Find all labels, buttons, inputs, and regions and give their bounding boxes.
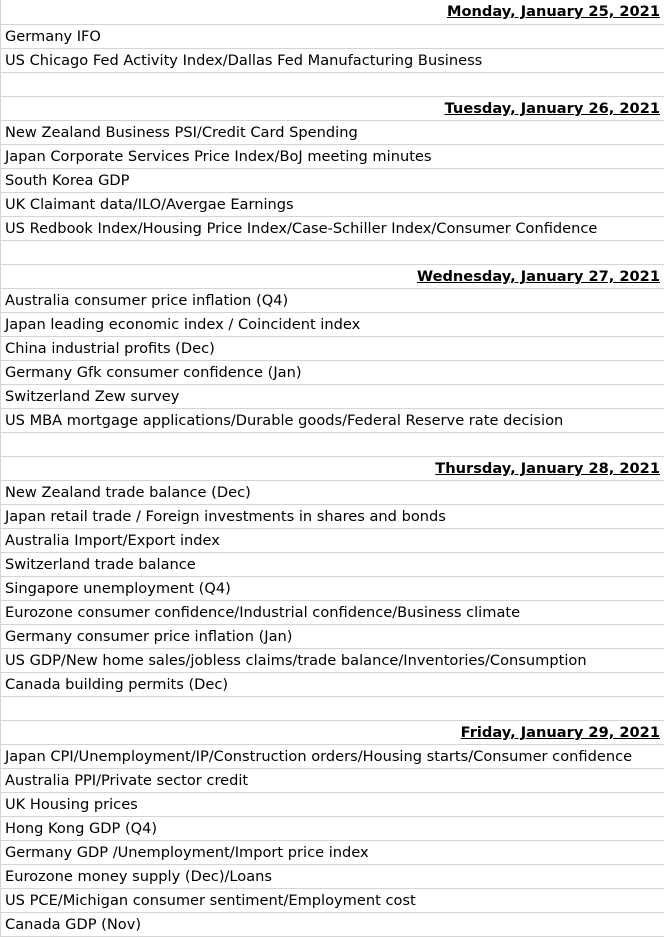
event-row[interactable]: Eurozone consumer confidence/Industrial confidence/Business climate bbox=[1, 601, 664, 625]
event-row[interactable]: South Korea GDP bbox=[1, 169, 664, 193]
blank-row[interactable] bbox=[1, 241, 664, 265]
blank-row[interactable] bbox=[1, 433, 664, 457]
event-row[interactable]: Switzerland trade balance bbox=[1, 553, 664, 577]
event-row[interactable]: Germany GDP /Unemployment/Import price index bbox=[1, 841, 664, 865]
event-row[interactable]: US MBA mortgage applications/Durable goods/Federal Reserve rate decision bbox=[1, 409, 664, 433]
event-row[interactable]: Japan CPI/Unemployment/IP/Construction orders/Housing starts/Consumer confidence bbox=[1, 745, 664, 769]
day-header-thursday[interactable]: Thursday, January 28, 2021 bbox=[1, 457, 664, 481]
event-row[interactable]: Singapore unemployment (Q4) bbox=[1, 577, 664, 601]
event-row[interactable]: US Chicago Fed Activity Index/Dallas Fed Manufacturing Business bbox=[1, 49, 664, 73]
event-row[interactable]: Australia Import/Export index bbox=[1, 529, 664, 553]
event-row[interactable]: US GDP/New home sales/jobless claims/trade balance/Inventories/Consumption bbox=[1, 649, 664, 673]
event-row[interactable]: Australia PPI/Private sector credit bbox=[1, 769, 664, 793]
day-header-tuesday[interactable]: Tuesday, January 26, 2021 bbox=[1, 97, 664, 121]
event-row[interactable]: Canada GDP (Nov) bbox=[1, 913, 664, 937]
blank-row[interactable] bbox=[1, 73, 664, 97]
event-row[interactable]: US Redbook Index/Housing Price Index/Case-Schiller Index/Consumer Confidence bbox=[1, 217, 664, 241]
event-row[interactable]: Germany Gfk consumer confidence (Jan) bbox=[1, 361, 664, 385]
event-row[interactable]: UK Claimant data/ILO/Avergae Earnings bbox=[1, 193, 664, 217]
event-row[interactable]: Australia consumer price inflation (Q4) bbox=[1, 289, 664, 313]
day-header-wednesday[interactable]: Wednesday, January 27, 2021 bbox=[1, 265, 664, 289]
day-header-friday[interactable]: Friday, January 29, 2021 bbox=[1, 721, 664, 745]
event-row[interactable]: China industrial profits (Dec) bbox=[1, 337, 664, 361]
event-row[interactable]: Switzerland Zew survey bbox=[1, 385, 664, 409]
event-row[interactable]: Germany IFO bbox=[1, 25, 664, 49]
day-header-monday[interactable]: Monday, January 25, 2021 bbox=[1, 0, 664, 25]
blank-row[interactable] bbox=[1, 697, 664, 721]
event-row[interactable]: Japan leading economic index / Coincident index bbox=[1, 313, 664, 337]
event-row[interactable]: Germany consumer price inflation (Jan) bbox=[1, 625, 664, 649]
event-row[interactable]: Japan retail trade / Foreign investments in shares and bonds bbox=[1, 505, 664, 529]
event-row[interactable]: Hong Kong GDP (Q4) bbox=[1, 817, 664, 841]
event-row[interactable]: US PCE/Michigan consumer sentiment/Employment cost bbox=[1, 889, 664, 913]
event-row[interactable]: New Zealand Business PSI/Credit Card Spending bbox=[1, 121, 664, 145]
event-row[interactable]: UK Housing prices bbox=[1, 793, 664, 817]
event-row[interactable]: New Zealand trade balance (Dec) bbox=[1, 481, 664, 505]
event-row[interactable]: Canada building permits (Dec) bbox=[1, 673, 664, 697]
event-row[interactable]: Japan Corporate Services Price Index/BoJ meeting minutes bbox=[1, 145, 664, 169]
event-row[interactable]: Eurozone money supply (Dec)/Loans bbox=[1, 865, 664, 889]
